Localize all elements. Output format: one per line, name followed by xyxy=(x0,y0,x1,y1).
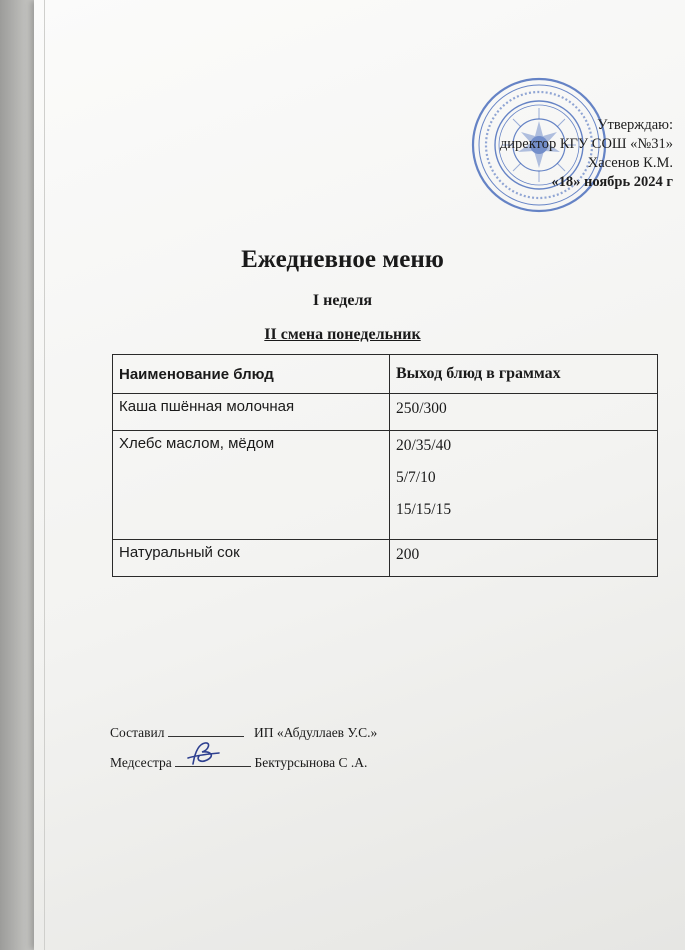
output-value: 5/7/10 xyxy=(396,469,436,486)
output-value: 15/15/15 xyxy=(396,501,452,518)
composed-label: Составил xyxy=(110,725,165,740)
approval-director: директор КГУ СОШ «№31» xyxy=(499,136,673,152)
table-header-row xyxy=(113,355,658,394)
dish-output xyxy=(390,394,658,431)
shift-label: II смена понедельник xyxy=(264,326,421,343)
composed-by-line xyxy=(110,724,377,741)
page-margin-line xyxy=(44,0,45,950)
menu-table xyxy=(112,354,658,577)
dish-name: Каша пшённая молочная xyxy=(113,394,390,431)
table-row xyxy=(113,394,658,431)
table-row xyxy=(113,431,658,540)
output-value: 250/300 xyxy=(396,400,447,417)
nurse-name: Бектурсынова С .А. xyxy=(254,755,368,770)
approval-date: «18» ноябрь 2024 г xyxy=(551,174,673,190)
dish-name: Натуральный сок xyxy=(113,540,390,577)
output-value: 200 xyxy=(396,546,420,563)
nurse-label: Медсестра xyxy=(110,755,172,770)
signature-blank xyxy=(168,724,244,737)
table-row xyxy=(113,540,658,577)
dish-output xyxy=(390,540,658,577)
handwritten-signature-icon xyxy=(185,738,221,768)
column-header-dish: Наименование блюд xyxy=(113,355,390,394)
dish-output xyxy=(390,431,658,540)
approval-label: Утверждаю: xyxy=(597,117,673,133)
nurse-line xyxy=(110,754,367,771)
page-title: Ежедневное меню xyxy=(241,246,444,273)
approval-block xyxy=(500,116,673,192)
approval-name: Хасенов К.М. xyxy=(587,155,673,171)
week-label: I неделя xyxy=(312,292,373,309)
output-value: 20/35/40 xyxy=(396,437,452,454)
dish-name: Хлебс маслом, мёдом xyxy=(113,431,390,540)
column-header-output: Выход блюд в граммах xyxy=(390,355,658,394)
composed-name: ИП «Абдуллаев У.С.» xyxy=(253,725,378,740)
